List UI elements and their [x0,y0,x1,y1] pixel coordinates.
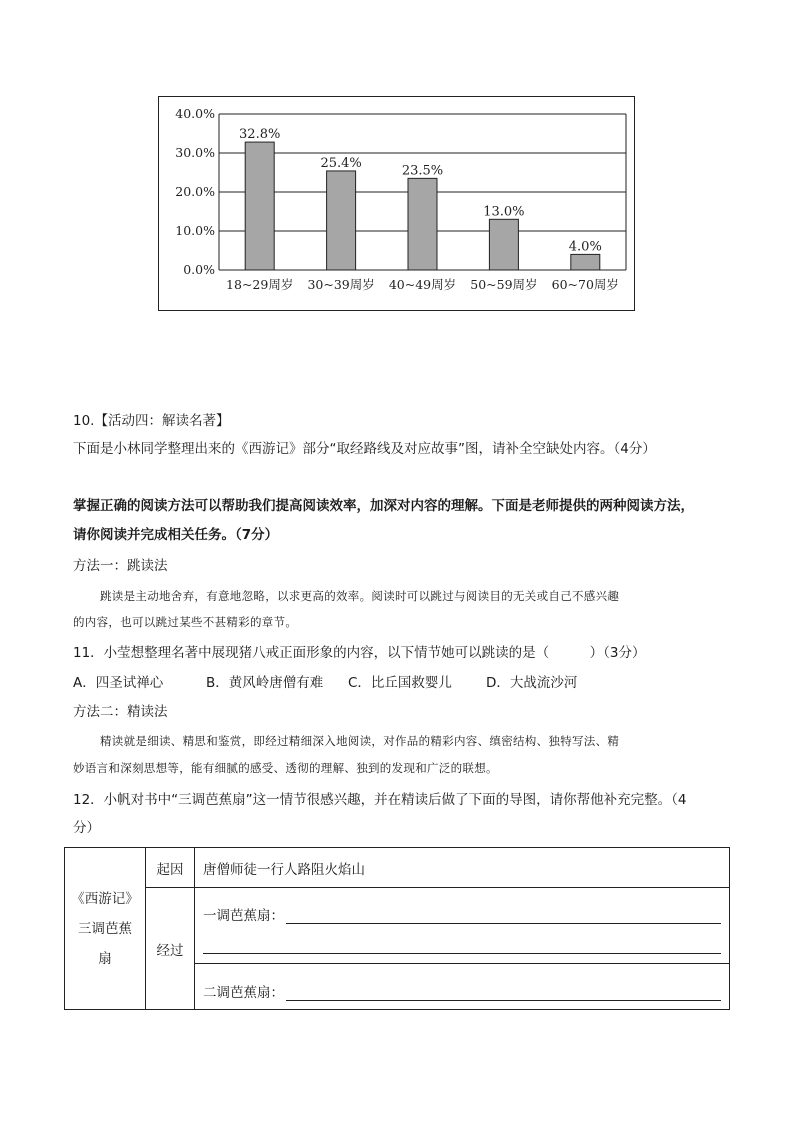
second-fan-answer-line[interactable] [286,984,721,1001]
age-distribution-chart [158,96,635,311]
method1-title: 方法一：跳读法 [73,558,168,574]
method2-desc-1: 精读就是细读、精思和鉴赏，即经过精细深入地阅读，对作品的精彩内容、缜密结构、独特写法、精 [100,734,620,748]
x-tick-label: 40~49周岁 [388,277,457,292]
y-tick-label: 0.0% [183,262,215,277]
mindmap-title-line-2: 三调芭蕉 [78,920,132,937]
data-label: 13.0% [483,204,525,220]
data-label: 32.8% [239,127,281,143]
bar [408,178,437,270]
x-tick-label: 30~39周岁 [307,277,375,292]
x-tick-label: 50~59周岁 [470,277,538,292]
second-fan-cell [195,964,730,1010]
intro-line-2: 请你阅读并完成相关任务。（7分） [73,527,279,543]
cause-label: 起因 [146,848,195,888]
y-tick-label: 30.0% [175,145,215,160]
first-fan-label: 一调芭蕉扇： [203,907,284,924]
q10-heading: 10.【活动四：解读名著】 [73,413,230,429]
mindmap-title-cell [65,848,146,1010]
method1-desc-2: 的内容，也可以跳过某些不甚精彩的章节。 [73,615,298,629]
method2-title: 方法二：精读法 [73,704,168,720]
x-tick-label: 60~70周岁 [551,277,619,292]
first-fan-cell [195,888,730,964]
q12-line-2: 分） [73,820,100,836]
bar [571,254,600,270]
data-label: 25.4% [320,155,362,171]
bar [489,219,518,270]
method1-desc-1: 跳读是主动地舍弃，有意地忽略，以求更高的效率。阅读时可以跳过与阅读目的无关或自己不感兴趣 [100,589,620,603]
bar [245,142,274,270]
mindmap-title-line-1: 《西游记》 [71,890,139,907]
y-tick-label: 10.0% [175,223,215,238]
data-label: 4.0% [568,239,602,255]
second-fan-label: 二调芭蕉扇： [203,984,284,1001]
data-label: 23.5% [401,163,444,179]
y-tick-label: 40.0% [175,106,215,121]
q11-text: 11．小莹想整理名著中展现猪八戒正面形象的内容，以下情节她可以跳读的是（ ）（3分） [73,645,646,661]
q11-option-d: D．大战流沙河 [486,675,578,691]
q10-text: 下面是小林同学整理出来的《西游记》部分“取经路线及对应故事”图，请补全空缺处内容。（4分） [73,441,656,457]
y-tick-label: 20.0% [175,184,215,199]
mindmap-table [64,847,730,1010]
mindmap-title-line-3: 扇 [98,950,112,967]
q11-option-c: C．比丘国救婴儿 [348,675,452,691]
first-fan-answer-line-1[interactable] [286,907,721,924]
first-fan-answer-line-2[interactable] [203,937,721,954]
method2-desc-2: 妙语言和深刻思想等，能有细腻的感受、透彻的理解、独到的发现和广泛的联想。 [73,761,498,775]
bar [327,171,356,270]
cause-text: 唐僧师徒一行人路阻火焰山 [195,848,730,888]
process-label: 经过 [146,888,195,1010]
x-tick-label: 18~29周岁 [226,277,294,292]
q11-option-b: B．黄风岭唐僧有难 [206,675,324,691]
q12-line-1: 12．小帆对书中“三调芭蕉扇”这一情节很感兴趣，并在精读后做了下面的导图，请你帮他补充完整。（4 [73,792,687,808]
bar-chart-svg [159,97,633,309]
q11-option-a: A．四圣试禅心 [73,675,164,691]
intro-line-1: 掌握正确的阅读方法可以帮助我们提高阅读效率，加深对内容的理解。下面是老师提供的两种阅读方法， [73,498,694,514]
